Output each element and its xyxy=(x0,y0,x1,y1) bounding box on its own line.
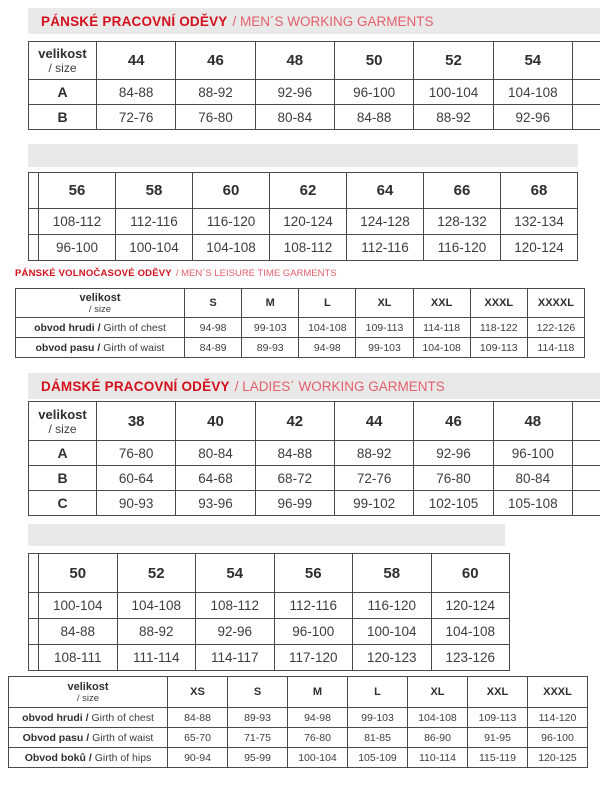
cut-column-cell xyxy=(573,491,600,516)
row-label-cell: B xyxy=(29,466,97,491)
value-cell: 84-88 xyxy=(97,80,176,105)
value-cell: 102-105 xyxy=(414,491,493,516)
size-header-cell: XXXL xyxy=(528,677,588,708)
size-header-cell: XXXL xyxy=(470,289,527,318)
row-label-cell: B xyxy=(29,105,97,130)
value-cell: 99-103 xyxy=(242,318,299,338)
value-cell: 71-75 xyxy=(228,728,288,748)
table-mens-working-sizes-44-54 xyxy=(28,41,600,129)
value-cell: 122-126 xyxy=(527,318,584,338)
corner-label-cz: velikost xyxy=(38,46,87,61)
size-header-cell: 52 xyxy=(414,42,493,80)
size-header-cell: 44 xyxy=(334,402,413,441)
row-label-cell: A xyxy=(29,441,97,466)
row-label-cell xyxy=(16,338,185,358)
value-cell: 100-104 xyxy=(288,748,348,768)
row-label-en: Girth of chest xyxy=(103,321,166,334)
size-header-cell: 54 xyxy=(196,554,275,593)
value-cell: 112-116 xyxy=(274,593,353,619)
value-cell: 90-93 xyxy=(97,491,176,516)
section-title-cz: DÁMSKÉ PRACOVNÍ ODĚVY xyxy=(41,378,230,394)
corner-label-en: / size xyxy=(76,692,100,704)
value-cell: 89-93 xyxy=(228,708,288,728)
value-cell: 80-84 xyxy=(176,441,255,466)
value-cell: 84-89 xyxy=(185,338,242,358)
value-cell: 90-94 xyxy=(168,748,228,768)
value-cell: 115-119 xyxy=(468,748,528,768)
value-cell: 114-117 xyxy=(196,645,275,671)
size-header-cell: XXXXL xyxy=(527,289,584,318)
section-title-en: / LADIES´ WORKING GARMENTS xyxy=(234,378,445,394)
value-cell: 81-85 xyxy=(348,728,408,748)
value-cell: 109-113 xyxy=(356,318,413,338)
value-cell: 104-108 xyxy=(493,80,572,105)
table-mens-working-sizes-56-68 xyxy=(28,172,578,260)
value-cell: 116-120 xyxy=(193,209,270,235)
row-label-en: Girth of waist xyxy=(103,341,165,354)
value-cell: 100-104 xyxy=(353,619,432,645)
row-label-cell xyxy=(9,708,168,728)
value-cell: 104-108 xyxy=(193,235,270,261)
value-cell: 124-128 xyxy=(347,209,424,235)
size-header-cell: M xyxy=(288,677,348,708)
value-cell: 120-125 xyxy=(528,748,588,768)
value-cell: 108-112 xyxy=(196,593,275,619)
value-cell: 104-108 xyxy=(413,338,470,358)
corner-label-cz: velikost xyxy=(79,291,121,304)
row-label-cell: C xyxy=(29,491,97,516)
table-mens-leisure-sizes-grid xyxy=(15,288,585,358)
value-cell: 120-124 xyxy=(431,593,510,619)
row-label-en: Girth of hips xyxy=(94,751,152,764)
size-header-cell: 60 xyxy=(431,554,510,593)
size-header-cell: 54 xyxy=(493,42,572,80)
value-cell: 76-80 xyxy=(414,466,493,491)
row-label-cell xyxy=(9,748,168,768)
cut-column-cell xyxy=(573,466,600,491)
size-header-cell: 58 xyxy=(353,554,432,593)
value-cell: 110-114 xyxy=(408,748,468,768)
value-cell: 104-108 xyxy=(117,593,196,619)
value-cell: 108-112 xyxy=(270,235,347,261)
value-cell: 76-80 xyxy=(97,441,176,466)
section-header-mens-working xyxy=(28,8,600,34)
value-cell: 92-96 xyxy=(255,80,334,105)
value-cell: 94-98 xyxy=(185,318,242,338)
size-header-cell: XL xyxy=(408,677,468,708)
size-header-cell: 40 xyxy=(176,402,255,441)
size-header-cell: 48 xyxy=(493,402,572,441)
cut-column-cell xyxy=(29,645,39,671)
value-cell: 65-70 xyxy=(168,728,228,748)
table-ladies-working-sizes-38-48 xyxy=(28,401,600,515)
row-label-cell xyxy=(9,728,168,748)
value-cell: 111-114 xyxy=(117,645,196,671)
row-label-cz: Obvod pasu / xyxy=(22,731,90,744)
cut-column-cell xyxy=(573,80,600,105)
table-mens-working-sizes-56-68-grid xyxy=(28,172,578,261)
value-cell: 120-123 xyxy=(353,645,432,671)
value-cell: 112-116 xyxy=(347,235,424,261)
size-header-cell: 44 xyxy=(97,42,176,80)
row-label-cz: Obvod boků / xyxy=(24,751,92,764)
cut-column-cell xyxy=(29,235,39,261)
size-header-cell: XL xyxy=(356,289,413,318)
value-cell: 76-80 xyxy=(288,728,348,748)
size-header-cell: 38 xyxy=(97,402,176,441)
value-cell: 99-103 xyxy=(348,708,408,728)
value-cell: 80-84 xyxy=(493,466,572,491)
value-cell: 92-96 xyxy=(414,441,493,466)
value-cell: 100-104 xyxy=(39,593,118,619)
row-label-cz: obvod hrudi / xyxy=(22,711,89,724)
value-cell: 94-98 xyxy=(299,338,356,358)
value-cell: 132-134 xyxy=(501,209,578,235)
size-corner-label xyxy=(29,402,97,441)
size-header-cell: S xyxy=(228,677,288,708)
size-header-cell: 68 xyxy=(501,173,578,209)
value-cell: 94-98 xyxy=(288,708,348,728)
row-label-cz: obvod hrudi / xyxy=(34,321,101,334)
corner-label-cz: velikost xyxy=(38,406,87,422)
row-label-cell: A xyxy=(29,80,97,105)
table-ladies-working-sizes-50-60 xyxy=(28,553,510,670)
row-label-en: Girth of chest xyxy=(91,711,154,724)
value-cell: 96-99 xyxy=(255,491,334,516)
table-mens-working-sizes-44-54-grid xyxy=(28,41,600,130)
section-title-en: / MEN´S WORKING GARMENTS xyxy=(232,13,434,29)
value-cell: 100-104 xyxy=(116,235,193,261)
size-header-cell: 50 xyxy=(39,554,118,593)
corner-label-en: / size xyxy=(48,61,77,75)
cut-column-cell xyxy=(29,173,39,209)
value-cell: 72-76 xyxy=(334,466,413,491)
size-header-cell: XXL xyxy=(468,677,528,708)
table-ladies-leisure-sizes-grid xyxy=(8,676,588,768)
value-cell: 117-120 xyxy=(274,645,353,671)
value-cell: 105-109 xyxy=(348,748,408,768)
value-cell: 88-92 xyxy=(334,441,413,466)
value-cell: 96-100 xyxy=(274,619,353,645)
row-label-en: Girth of waist xyxy=(92,731,154,744)
size-header-cell: 60 xyxy=(193,173,270,209)
value-cell: 80-84 xyxy=(255,105,334,130)
size-corner-label xyxy=(9,677,168,708)
value-cell: 84-88 xyxy=(168,708,228,728)
value-cell: 105-108 xyxy=(493,491,572,516)
value-cell: 64-68 xyxy=(176,466,255,491)
size-header-cell: 62 xyxy=(270,173,347,209)
cut-column-cell xyxy=(573,105,600,130)
cut-column-cell xyxy=(573,42,600,80)
size-header-cell: 56 xyxy=(39,173,116,209)
value-cell: 120-124 xyxy=(501,235,578,261)
value-cell: 72-76 xyxy=(97,105,176,130)
value-cell: 88-92 xyxy=(176,80,255,105)
size-header-cell: XS xyxy=(168,677,228,708)
divider-bar xyxy=(28,144,578,167)
table-mens-leisure-sizes xyxy=(15,288,585,357)
value-cell: 96-100 xyxy=(528,728,588,748)
value-cell: 123-126 xyxy=(431,645,510,671)
row-label-cell xyxy=(16,318,185,338)
size-header-cell: M xyxy=(242,289,299,318)
row-label-cz: obvod pasu / xyxy=(35,341,101,354)
size-header-cell: XXL xyxy=(413,289,470,318)
divider-bar xyxy=(28,524,505,546)
value-cell: 68-72 xyxy=(255,466,334,491)
value-cell: 96-100 xyxy=(493,441,572,466)
value-cell: 88-92 xyxy=(117,619,196,645)
size-corner-label xyxy=(16,289,185,318)
section-header-ladies-working xyxy=(28,373,600,399)
value-cell: 96-100 xyxy=(334,80,413,105)
size-header-cell: L xyxy=(299,289,356,318)
value-cell: 114-120 xyxy=(528,708,588,728)
size-header-cell: 58 xyxy=(116,173,193,209)
cut-column-cell xyxy=(573,441,600,466)
value-cell: 112-116 xyxy=(116,209,193,235)
size-header-cell: S xyxy=(185,289,242,318)
size-header-cell: 46 xyxy=(414,402,493,441)
size-header-cell: 50 xyxy=(334,42,413,80)
value-cell: 118-122 xyxy=(470,318,527,338)
table-ladies-working-sizes-38-48-grid xyxy=(28,401,600,516)
size-header-cell: L xyxy=(348,677,408,708)
value-cell: 114-118 xyxy=(527,338,584,358)
value-cell: 104-108 xyxy=(408,708,468,728)
table-ladies-leisure-sizes xyxy=(8,676,588,767)
section-title-cz: PÁNSKÉ VOLNOČASOVÉ ODĚVY xyxy=(15,268,172,279)
value-cell: 109-113 xyxy=(468,708,528,728)
value-cell: 92-96 xyxy=(493,105,572,130)
value-cell: 89-93 xyxy=(242,338,299,358)
value-cell: 99-102 xyxy=(334,491,413,516)
cut-column-cell xyxy=(29,554,39,593)
size-header-cell: 66 xyxy=(424,173,501,209)
value-cell: 116-120 xyxy=(353,593,432,619)
value-cell: 108-111 xyxy=(39,645,118,671)
value-cell: 84-88 xyxy=(334,105,413,130)
cut-column-cell xyxy=(29,619,39,645)
value-cell: 116-120 xyxy=(424,235,501,261)
value-cell: 100-104 xyxy=(414,80,493,105)
cut-column-cell xyxy=(29,593,39,619)
value-cell: 95-99 xyxy=(228,748,288,768)
value-cell: 99-103 xyxy=(356,338,413,358)
size-header-cell: 52 xyxy=(117,554,196,593)
value-cell: 91-95 xyxy=(468,728,528,748)
value-cell: 114-118 xyxy=(413,318,470,338)
cut-column-cell xyxy=(573,402,600,441)
value-cell: 104-108 xyxy=(299,318,356,338)
section-title-cz: PÁNSKÉ PRACOVNÍ ODĚVY xyxy=(41,13,228,29)
value-cell: 128-132 xyxy=(424,209,501,235)
table-ladies-working-sizes-50-60-grid xyxy=(28,553,510,671)
value-cell: 108-112 xyxy=(39,209,116,235)
value-cell: 86-90 xyxy=(408,728,468,748)
corner-label-cz: velikost xyxy=(67,680,109,693)
size-header-cell: 46 xyxy=(176,42,255,80)
value-cell: 84-88 xyxy=(39,619,118,645)
size-header-cell: 56 xyxy=(274,554,353,593)
size-corner-label xyxy=(29,42,97,80)
corner-label-en: / size xyxy=(48,421,77,436)
section-header-mens-leisure xyxy=(15,268,337,279)
value-cell: 120-124 xyxy=(270,209,347,235)
value-cell: 96-100 xyxy=(39,235,116,261)
value-cell: 88-92 xyxy=(414,105,493,130)
value-cell: 104-108 xyxy=(431,619,510,645)
value-cell: 84-88 xyxy=(255,441,334,466)
size-header-cell: 48 xyxy=(255,42,334,80)
size-header-cell: 64 xyxy=(347,173,424,209)
value-cell: 76-80 xyxy=(176,105,255,130)
value-cell: 60-64 xyxy=(97,466,176,491)
cut-column-cell xyxy=(29,209,39,235)
value-cell: 93-96 xyxy=(176,491,255,516)
value-cell: 109-113 xyxy=(470,338,527,358)
section-title-en: / MEN´S LEISURE TIME GARMENTS xyxy=(175,268,337,279)
value-cell: 92-96 xyxy=(196,619,275,645)
size-header-cell: 42 xyxy=(255,402,334,441)
corner-label-en: / size xyxy=(88,303,112,315)
